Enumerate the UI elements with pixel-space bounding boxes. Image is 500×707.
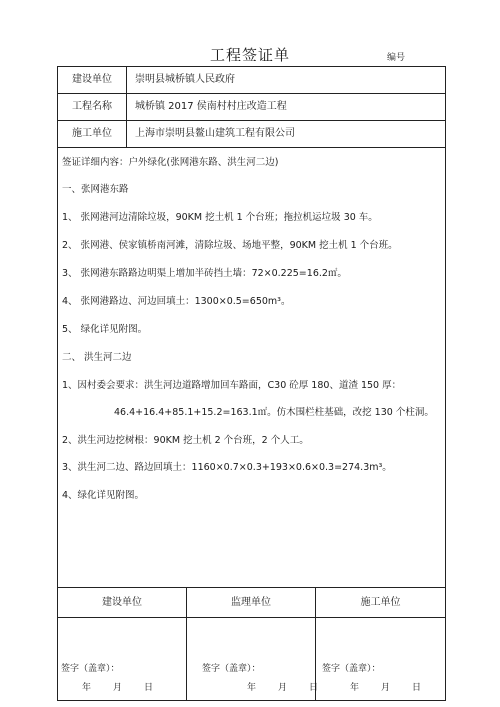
- project-label: 工程名称: [58, 94, 127, 120]
- contractor-label: 施工单位: [58, 121, 127, 147]
- signature-label: 签字（盖章）：: [202, 664, 261, 674]
- date-day-label: 日: [309, 683, 319, 693]
- signature-heading: 建设单位: [58, 588, 186, 618]
- detail-line: 3、洪生河二边、路边回填土：1160×0.7×0.3+193×0.6×0.3=274.3m³。: [62, 462, 392, 473]
- contractor-value: 上海市崇明县鳌山建筑工程有限公司: [135, 128, 295, 139]
- client-label: 建设单位: [58, 67, 127, 93]
- detail-heading: 签证详细内容：户外绿化(张网港东路、洪生河二边): [62, 157, 279, 168]
- signature-column-contractor: [316, 588, 445, 700]
- project-value: 城桥镇 2017 侯南村村庄改造工程: [135, 101, 287, 112]
- visa-form-table: [57, 66, 446, 701]
- detail-line: 2、洪生河边挖树根：90KM 挖土机 2 个台班，2 个人工。: [62, 435, 309, 446]
- signature-section: [58, 588, 445, 700]
- date-day-label: 日: [412, 683, 422, 693]
- client-value: 崇明县城桥镇人民政府: [135, 74, 235, 85]
- visa-detail-section: [58, 148, 445, 588]
- info-row-project: [58, 94, 445, 121]
- date-day-label: 日: [144, 683, 154, 693]
- signature-date: [247, 680, 318, 693]
- info-row-contractor: [58, 121, 445, 148]
- detail-line-continued: 46.4+16.4+85.1+15.2=163.1㎡。仿木围栏柱基础，改挖 130 个柱洞。: [114, 407, 434, 418]
- date-year-label: 年: [350, 683, 360, 693]
- date-year-label: 年: [247, 683, 257, 693]
- detail-line: 2、 张网港、侯家镇桥南河滩，清除垃圾、场地平整，90KM 挖土机 1 个台班。: [62, 240, 398, 251]
- detail-line: 3、 张网港东路路边明渠上增加半砖挡土墙：72×0.225=16.2㎡。: [62, 268, 347, 279]
- date-month-label: 月: [113, 683, 123, 693]
- serial-number-label: 编号: [387, 53, 406, 63]
- signature-date: [350, 680, 421, 693]
- detail-line: 1、 张网港河边清除垃圾，90KM 挖土机 1 个台班；拖拉机运垃圾 30 车。: [62, 212, 378, 223]
- detail-line: 1、因村委会要求：洪生河边道路增加回车路面，C30 砼厚 180、道渣 150 厚：: [62, 380, 402, 391]
- section-heading: 二、 洪生河二边: [62, 352, 132, 363]
- date-month-label: 月: [381, 683, 391, 693]
- detail-line: 4、 张网港路边、河边回填土：1300×0.5=650m³。: [62, 296, 291, 307]
- signature-label: 签字（盖章）：: [322, 664, 381, 674]
- page-title: 工程签证单: [209, 46, 290, 64]
- date-year-label: 年: [82, 683, 92, 693]
- section-heading: 一、张网港东路: [62, 184, 129, 195]
- detail-line: 4、绿化详见附图。: [62, 490, 145, 501]
- info-row-client: [58, 67, 445, 94]
- signature-column-client: [58, 588, 187, 700]
- signature-label: 签字（盖章）：: [61, 664, 120, 674]
- signature-heading: 监理单位: [187, 588, 315, 618]
- signature-column-supervisor: [187, 588, 319, 700]
- signature-date: [82, 680, 153, 693]
- signature-heading: 施工单位: [316, 588, 445, 618]
- detail-line: 5、 绿化详见附图。: [62, 324, 148, 335]
- date-month-label: 月: [278, 683, 288, 693]
